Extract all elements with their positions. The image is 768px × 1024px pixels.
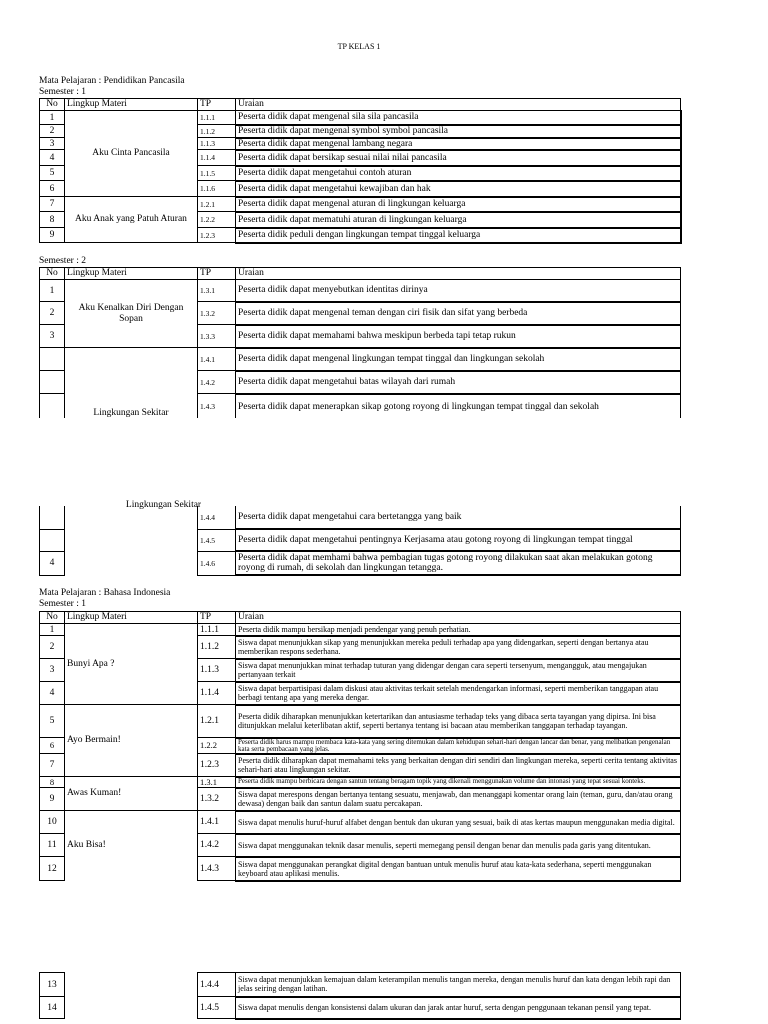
header-no: No — [40, 612, 65, 624]
row-tp: 1.4.4 — [198, 973, 236, 997]
ppkn-sem2-table — [39, 267, 681, 418]
lingkup-materi-cell: Aku Anak yang Patuh Aturan — [65, 197, 198, 243]
row-no — [40, 394, 65, 419]
row-tp: 1.4.4 — [198, 506, 236, 529]
semester-label-1: Semester : 1 — [39, 87, 86, 97]
header-uraian: Uraian — [236, 99, 681, 111]
row-no: 14 — [40, 997, 65, 1019]
lingkup-materi-cell: Awas Kuman! — [65, 777, 198, 811]
row-no: 11 — [40, 834, 65, 857]
row-no: 3 — [40, 138, 65, 150]
row-uraian: Siswa dapat menggunakan perangkat digital dengan bantuan untuk menulis huruf atau kata-kata sederhana, seperti menggunakan keyboard atau aplikasi menulis. — [236, 857, 681, 881]
header-uraian: Uraian — [236, 268, 681, 280]
row-uraian: Siswa dapat menunjukkan minat terhadap tuturan yang didengar dengan cara seperti tersenyum, mengangguk, atau mengajukan pertanyaan terkait — [236, 659, 681, 682]
row-uraian: Siswa dapat menunjukkan kemajuan dalam keterampilan menulis tangan mereka, dengan menulis huruf dan kata dengan lebih rapi dan jelas seiring dengan latihan. — [236, 973, 681, 997]
row-tp: 1.1.1 — [198, 111, 236, 125]
table-row — [40, 506, 681, 529]
row-tp: 1.2.3 — [198, 228, 236, 243]
subject-label-ppkn: Mata Pelajaran : Pendidikan Pancasila — [39, 76, 185, 86]
row-tp: 1.3.1 — [198, 777, 236, 788]
row-no: 4 — [40, 551, 65, 575]
row-uraian: Siswa dapat menggunakan teknik dasar menulis, seperti memegang pensil dengan benar dan menulis pada garis yang ditentukan. — [236, 834, 681, 857]
row-no: 13 — [40, 973, 65, 997]
row-uraian: Peserta didik dapat mengetahui batas wilayah dari rumah — [236, 371, 681, 394]
lingkup-materi-cell: Bunyi Apa ? — [65, 624, 198, 705]
row-tp: 1.4.5 — [198, 529, 236, 551]
row-no: 9 — [40, 228, 65, 243]
row-no: 3 — [40, 325, 65, 348]
row-uraian: Peserta didik dapat bersikap sesuai nilai nilai pancasila — [236, 150, 681, 166]
table-row — [40, 777, 681, 788]
row-uraian: Peserta didik dapat menerapkan sikap gotong royong di lingkungan tempat tinggal dan sekolah — [236, 394, 681, 419]
row-no: 3 — [40, 659, 65, 682]
lingkup-materi-cell — [65, 973, 198, 1019]
row-uraian: Siswa dapat berpartisipasi dalam diskusi atau aktivitas terkait setelah mendengarkan informasi, seperti memberikan tanggapan atau berbagi tentang apa yang mereka dengar. — [236, 682, 681, 705]
header-no: No — [40, 268, 65, 280]
row-no: 8 — [40, 777, 65, 788]
header-lingkup: Lingkup Materi — [65, 99, 198, 111]
row-tp: 1.4.1 — [198, 811, 236, 834]
row-tp: 1.4.3 — [198, 857, 236, 881]
row-uraian: Peserta didik dapat mengetahui kewajiban dan hak — [236, 181, 681, 197]
row-uraian: Peserta didik dapat mengenal symbol symbol pancasila — [236, 125, 681, 138]
table-row — [40, 624, 681, 636]
table-header-row — [40, 99, 681, 111]
row-tp: 1.1.3 — [198, 138, 236, 150]
row-tp: 1.3.3 — [198, 325, 236, 348]
header-tp: TP — [198, 268, 236, 280]
row-no: 7 — [40, 754, 65, 777]
row-tp: 1.3.2 — [198, 302, 236, 325]
header-tp: TP — [198, 99, 236, 111]
row-uraian: Peserta didik dapat mematuhi aturan di lingkungan keluarga — [236, 212, 681, 228]
ppkn-sem2-page-clip — [39, 267, 681, 418]
table-header-row — [40, 612, 681, 624]
row-no: 8 — [40, 212, 65, 228]
row-no — [40, 506, 65, 529]
semester-label-bindo-1: Semester : 1 — [39, 599, 86, 609]
row-uraian: Peserta didik diharapkan menunjukkan ketertarikan dan antusiasme terhadap teks yang dibaca serta tayangan yang dipirsa. Ini bisa ditunjukkan melalui keterlibatan aktif, seperti bertanya tentang isi bacaan atau memberikan tanggapan terhadap tayangan. — [236, 705, 681, 738]
ppkn-sem2-table-continued — [39, 506, 681, 576]
table-row — [40, 973, 681, 997]
row-tp: 1.4.5 — [198, 997, 236, 1019]
row-no: 2 — [40, 302, 65, 325]
lingkup-materi-cell: Lingkungan Sekitar — [65, 348, 198, 419]
header-uraian: Uraian — [236, 612, 681, 624]
subject-label-bindo: Mata Pelajaran : Bahasa Indonesia — [39, 588, 171, 598]
table-row — [40, 280, 681, 302]
row-tp: 1.2.3 — [198, 754, 236, 777]
row-no: 4 — [40, 682, 65, 705]
row-uraian: Peserta didik dapat mengenal teman dengan ciri fisik dan sifat yang berbeda — [236, 302, 681, 325]
lingkup-materi-cell: Aku Bisa! — [65, 811, 198, 881]
row-no: 12 — [40, 857, 65, 881]
row-tp: 1.1.4 — [198, 150, 236, 166]
lingkup-materi-cell: Aku Cinta Pancasila — [65, 111, 198, 197]
lingkup-materi-cell: Ayo Bermain! — [65, 705, 198, 777]
row-no: 2 — [40, 125, 65, 138]
document-title: TP KELAS 1 — [337, 42, 381, 51]
bindo-sem1-table — [39, 611, 681, 882]
header-no: No — [40, 99, 65, 111]
row-tp: 1.1.2 — [198, 636, 236, 659]
lingkup-materi-continued: Lingkungan Sekitar — [125, 500, 202, 510]
row-tp: 1.1.2 — [198, 125, 236, 138]
row-tp: 1.4.1 — [198, 348, 236, 371]
ppkn-sem1-table — [39, 98, 682, 244]
row-no: 1 — [40, 624, 65, 636]
row-tp: 1.1.3 — [198, 659, 236, 682]
row-uraian: Siswa dapat merespons dengan bertanya tentang sesuatu, menjawab, dan menanggapi komentar orang lain (teman, guru, dan/atau orang dewasa) dengan baik dan santun dalam suatu percakapan. — [236, 788, 681, 811]
table-row — [40, 197, 681, 212]
lingkup-materi-cell — [65, 506, 198, 575]
row-tp: 1.2.2 — [198, 738, 236, 754]
header-tp: TP — [198, 612, 236, 624]
header-lingkup: Lingkup Materi — [65, 612, 198, 624]
row-no — [40, 348, 65, 371]
row-no: 1 — [40, 280, 65, 302]
row-uraian: Peserta didik dapat mengenal lingkungan tempat tinggal dan lingkungan sekolah — [236, 348, 681, 371]
row-uraian: Peserta didik dapat mengetahui pentingnya Kerjasama atau gotong royong di lingkungan tempat tinggal — [236, 529, 681, 551]
row-no: 1 — [40, 111, 65, 125]
row-tp: 1.3.1 — [198, 280, 236, 302]
table-row — [40, 705, 681, 738]
row-no: 6 — [40, 181, 65, 197]
row-tp: 1.1.4 — [198, 682, 236, 705]
bindo-table-continued-clip — [39, 972, 681, 1024]
bindo-sem1-table-continued — [39, 972, 681, 1020]
row-uraian: Peserta didik dapat mengenal lambang negara — [236, 138, 681, 150]
row-tp: 1.3.2 — [198, 788, 236, 811]
row-tp: 1.4.2 — [198, 371, 236, 394]
row-uraian: Peserta didik diharapkan dapat memahami teks yang berkaitan dengan diri sendiri dan lingkungan mereka, seperti cerita tentang aktivitas sehari-hari atau lingkungan sekitar. — [236, 754, 681, 777]
row-tp: 1.2.2 — [198, 212, 236, 228]
ppkn-sem2-continued-clip — [39, 498, 681, 578]
row-uraian: Peserta didik dapat mengenal aturan di lingkungan keluarga — [236, 197, 681, 212]
row-tp: 1.4.3 — [198, 394, 236, 419]
row-uraian: Peserta didik harus mampu membaca kata-kata yang sering ditemukan dalam kehidupan sehari-hari dengan lancar dan benar, yang melibatkan pengenalan kata serta pembacaan yang jelas. — [236, 738, 681, 754]
row-tp: 1.1.6 — [198, 181, 236, 197]
row-tp: 1.4.2 — [198, 834, 236, 857]
row-tp: 1.4.6 — [198, 551, 236, 575]
row-no: 4 — [40, 150, 65, 166]
row-tp: 1.2.1 — [198, 197, 236, 212]
table-row — [40, 111, 681, 125]
row-uraian: Peserta didik peduli dengan lingkungan tempat tinggal keluarga — [236, 228, 681, 243]
row-no: 10 — [40, 811, 65, 834]
row-no: 7 — [40, 197, 65, 212]
row-no: 2 — [40, 636, 65, 659]
table-header-row — [40, 268, 681, 280]
bindo-table-clip — [39, 611, 681, 882]
row-uraian: Peserta didik dapat mengenal sila sila pancasila — [236, 111, 681, 125]
row-no: 5 — [40, 166, 65, 181]
row-no — [40, 529, 65, 551]
row-uraian: Siswa dapat menulis dengan konsistensi dalam ukuran dan jarak antar huruf, serta dengan penggunaan tekanan pensil yang tepat. — [236, 997, 681, 1019]
row-uraian: Peserta didik dapat mengetahui cara bertetangga yang baik — [236, 506, 681, 529]
semester-label-2: Semester : 2 — [39, 256, 86, 266]
lingkup-materi-cell: Aku Kenalkan Diri Dengan Sopan — [65, 280, 198, 348]
row-tp: 1.1.1 — [198, 624, 236, 636]
row-uraian: Siswa dapat menunjukkan sikap yang menunjukkan mereka peduli terhadap apa yang didengarkan, seperti dengan bertanya atau memberikan respons sederhana. — [236, 636, 681, 659]
row-uraian: Peserta didik dapat mengetahui contoh aturan — [236, 166, 681, 181]
row-uraian: Peserta didik dapat memhami bahwa pembagian tugas gotong royong dilakukan saat akan melakukan gotong royong di rumah, di sekolah dan lingkungan tetangga. — [236, 551, 681, 575]
row-tp: 1.2.1 — [198, 705, 236, 738]
table-row — [40, 811, 681, 834]
row-uraian: Peserta didik dapat memahami bahwa meskipun berbeda tapi tetap rukun — [236, 325, 681, 348]
header-lingkup: Lingkup Materi — [65, 268, 198, 280]
row-uraian: Siswa dapat menulis huruf-huruf alfabet dengan bentuk dan ukuran yang sesuai, baik di atas kertas maupun menggunakan media digital. — [236, 811, 681, 834]
row-no: 5 — [40, 705, 65, 738]
row-uraian: Peserta didik dapat menyebutkan identitas dirinya — [236, 280, 681, 302]
table-row — [40, 348, 681, 371]
row-uraian: Peserta didik mampu berbicara dengan santun tentang beragam topik yang dikenali menggunakan volume dan intonasi yang tepat sesuai konteks. — [236, 777, 681, 788]
row-tp: 1.1.5 — [198, 166, 236, 181]
row-no — [40, 371, 65, 394]
row-no: 6 — [40, 738, 65, 754]
row-no: 9 — [40, 788, 65, 811]
row-uraian: Peserta didik mampu bersikap menjadi pendengar yang penuh perhatian. — [236, 624, 681, 636]
